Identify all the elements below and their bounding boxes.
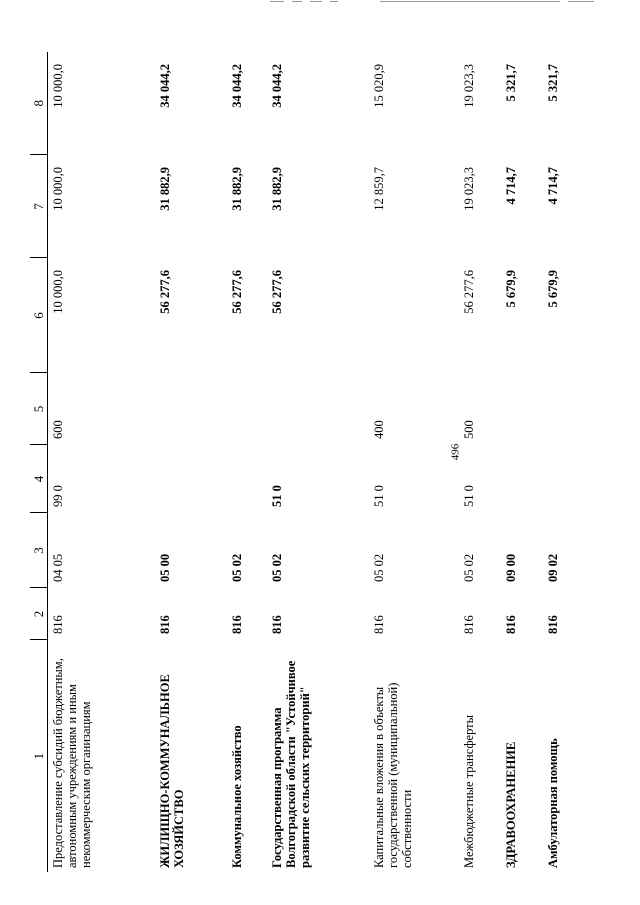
- table-row: [270, 52, 372, 872]
- table-cell: 19 023,3: [461, 64, 476, 108]
- table-cell: 10 000,0: [51, 167, 65, 211]
- row-label: Коммунальное хозяйство: [229, 725, 244, 868]
- table-cell: [546, 373, 580, 445]
- table-cell: [270, 373, 372, 445]
- row-label: Капитальные вложения в объекты государственной (муниципальной) собственности: [371, 682, 414, 868]
- table-cell: 816: [269, 615, 284, 634]
- budget-table: [30, 52, 580, 872]
- table-cell: 816: [461, 615, 476, 634]
- column-header: 1: [30, 640, 48, 872]
- table-cell: 816: [51, 615, 65, 634]
- table-cell: 34 044,2: [157, 64, 172, 108]
- table-cell: [546, 445, 580, 513]
- table-cell: [372, 258, 462, 373]
- column-header: 2: [30, 588, 48, 640]
- table-cell: 56 277,6: [269, 270, 284, 314]
- table-cell: 31 882,9: [157, 167, 172, 211]
- table-cell: 51 0: [371, 485, 386, 507]
- row-label: Государственная программа Волгоградской области "Устойчивое развитие сельских территорий": [269, 660, 312, 868]
- scan-edge-mark: [270, 0, 600, 3]
- table-cell: 34 044,2: [269, 64, 284, 108]
- table-cell: 816: [229, 615, 244, 634]
- table-cell: 10 000,0: [51, 270, 65, 314]
- table-cell: 15 020,9: [371, 64, 386, 108]
- table-cell: 05 02: [371, 553, 386, 582]
- table-cell: 51 0: [269, 485, 284, 507]
- column-number-row: [30, 52, 48, 872]
- row-label: ЖИЛИЩНО-КОММУНАЛЬНОЕ ХОЗЯЙСТВО: [157, 674, 186, 868]
- table-cell: 04 05: [51, 553, 65, 582]
- table-cell: [230, 445, 270, 513]
- table-row: [158, 52, 230, 872]
- table-cell: 4 714,7: [503, 167, 518, 205]
- table-row: [230, 52, 270, 872]
- table-cell: 51 0: [461, 485, 476, 507]
- row-label: Амбулаторная помощь: [545, 738, 560, 868]
- table-cell: 05 02: [229, 553, 244, 582]
- row-label: ЗДРАВООХРАНЕНИЕ: [503, 741, 518, 868]
- table-cell: 816: [371, 615, 386, 634]
- table-cell: [504, 373, 546, 445]
- table-cell: 500: [461, 420, 476, 439]
- column-header: 4: [30, 445, 48, 513]
- table-row: [462, 52, 504, 872]
- table-cell: 34 044,2: [229, 64, 244, 108]
- column-header: 8: [30, 52, 48, 155]
- table-cell: 5 321,7: [503, 64, 518, 102]
- page-number: 496: [449, 443, 462, 461]
- table-cell: 31 882,9: [269, 167, 284, 211]
- table-cell: 4 714,7: [545, 167, 560, 205]
- table-cell: 05 00: [157, 553, 172, 582]
- column-header: 3: [30, 513, 48, 588]
- table-cell: 31 882,9: [229, 167, 244, 211]
- table-cell: 400: [371, 420, 386, 439]
- table-cell: 56 277,6: [461, 270, 476, 314]
- table-row: [48, 52, 158, 872]
- table-cell: 816: [157, 615, 172, 634]
- table-cell: 05 02: [269, 553, 284, 582]
- table-cell: 5 321,7: [545, 64, 560, 102]
- table-cell: [158, 373, 230, 445]
- column-header: 7: [30, 155, 48, 258]
- table-row: [372, 52, 462, 872]
- table-row: [546, 52, 580, 872]
- table-cell: [158, 445, 230, 513]
- table-cell: 56 277,6: [229, 270, 244, 314]
- table-cell: 05 02: [461, 553, 476, 582]
- table-cell: 56 277,6: [157, 270, 172, 314]
- row-label: Межбюджетные трансферты: [461, 714, 476, 868]
- table-cell: 19 023,3: [461, 167, 476, 211]
- table-cell: 816: [503, 615, 518, 634]
- table-cell: 09 02: [545, 553, 560, 582]
- column-header: 5: [30, 373, 48, 445]
- column-header: 6: [30, 258, 48, 373]
- table-cell: 12 859,7: [371, 167, 386, 211]
- table-row: [504, 52, 546, 872]
- table-cell: 600: [51, 420, 65, 439]
- table-cell: 5 679,9: [545, 270, 560, 308]
- budget-table-sheet: [30, 52, 575, 872]
- table-cell: 09 00: [503, 553, 518, 582]
- table-cell: 10 000,0: [51, 64, 65, 108]
- row-label: Предоставление субсидий бюджетным, автономным учреждениям и иным некоммерческим организациям: [51, 658, 93, 868]
- table-cell: [230, 373, 270, 445]
- table-cell: 99 0: [51, 485, 65, 507]
- table-cell: [504, 445, 546, 513]
- table-cell: 816: [545, 615, 560, 634]
- table-cell: 5 679,9: [503, 270, 518, 308]
